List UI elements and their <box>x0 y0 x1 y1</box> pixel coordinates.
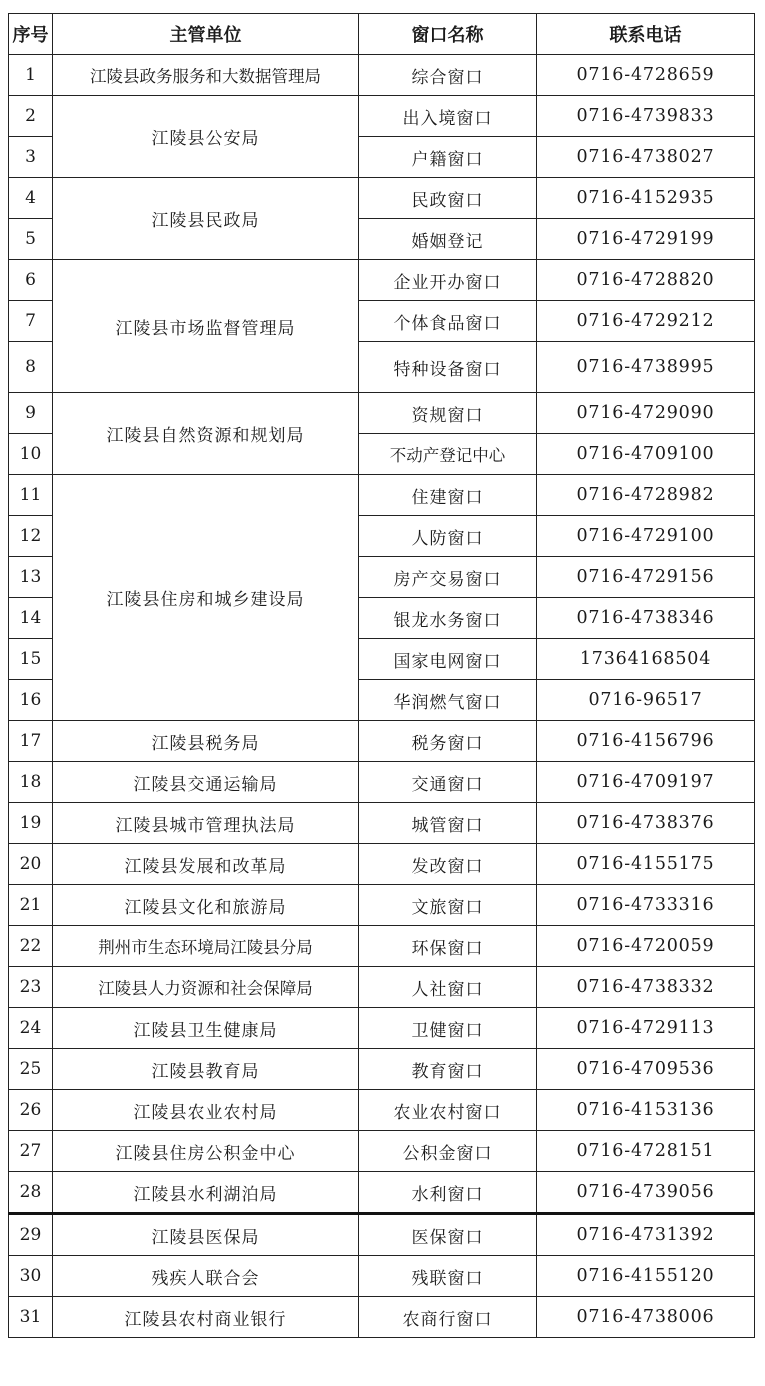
table-row <box>9 1090 755 1131</box>
row-index: 19 <box>9 803 53 844</box>
row-window: 个体食品窗口 <box>359 301 537 342</box>
table-row <box>9 1049 755 1090</box>
row-index: 12 <box>9 516 53 557</box>
row-phone: 0716-4709197 <box>537 762 755 803</box>
row-window: 水利窗口 <box>359 1172 537 1214</box>
row-phone: 0716-4152935 <box>537 178 755 219</box>
row-unit: 江陵县卫生健康局 <box>53 1008 359 1049</box>
row-phone: 0716-4739833 <box>537 96 755 137</box>
row-unit: 江陵县水利湖泊局 <box>53 1172 359 1214</box>
row-unit: 江陵县农业农村局 <box>53 1090 359 1131</box>
row-phone: 17364168504 <box>537 639 755 680</box>
row-phone: 0716-4155175 <box>537 844 755 885</box>
row-window: 住建窗口 <box>359 475 537 516</box>
table-row <box>9 393 755 434</box>
row-window: 税务窗口 <box>359 721 537 762</box>
row-phone: 0716-4738027 <box>537 137 755 178</box>
row-window: 华润燃气窗口 <box>359 680 537 721</box>
row-window: 企业开办窗口 <box>359 260 537 301</box>
row-index: 18 <box>9 762 53 803</box>
table-row <box>9 475 755 516</box>
row-index: 10 <box>9 434 53 475</box>
row-window: 公积金窗口 <box>359 1131 537 1172</box>
row-window: 卫健窗口 <box>359 1008 537 1049</box>
row-unit: 江陵县自然资源和规划局 <box>53 393 359 475</box>
header-index: 序号 <box>9 14 53 55</box>
row-unit: 江陵县住房和城乡建设局 <box>53 475 359 721</box>
row-index: 14 <box>9 598 53 639</box>
row-phone: 0716-4153136 <box>537 1090 755 1131</box>
row-unit: 荆州市生态环境局江陵县分局 <box>53 926 359 967</box>
row-window: 户籍窗口 <box>359 137 537 178</box>
row-window: 医保窗口 <box>359 1214 537 1256</box>
row-window: 发改窗口 <box>359 844 537 885</box>
table-row <box>9 844 755 885</box>
row-phone: 0716-4733316 <box>537 885 755 926</box>
row-index: 8 <box>9 342 53 393</box>
row-window: 人防窗口 <box>359 516 537 557</box>
row-index: 2 <box>9 96 53 137</box>
table-row <box>9 1256 755 1297</box>
row-index: 20 <box>9 844 53 885</box>
row-window: 特种设备窗口 <box>359 342 537 393</box>
row-unit: 江陵县市场监督管理局 <box>53 260 359 393</box>
row-window: 人社窗口 <box>359 967 537 1008</box>
row-window: 银龙水务窗口 <box>359 598 537 639</box>
row-index: 22 <box>9 926 53 967</box>
row-index: 5 <box>9 219 53 260</box>
table-row <box>9 721 755 762</box>
row-phone: 0716-4709536 <box>537 1049 755 1090</box>
row-index: 23 <box>9 967 53 1008</box>
row-window: 环保窗口 <box>359 926 537 967</box>
header-phone: 联系电话 <box>537 14 755 55</box>
row-phone: 0716-4728659 <box>537 55 755 96</box>
row-phone: 0716-4729156 <box>537 557 755 598</box>
row-unit: 残疾人联合会 <box>53 1256 359 1297</box>
row-unit: 江陵县民政局 <box>53 178 359 260</box>
row-index: 6 <box>9 260 53 301</box>
row-index: 29 <box>9 1214 53 1256</box>
row-window: 残联窗口 <box>359 1256 537 1297</box>
table-row <box>9 762 755 803</box>
header-window: 窗口名称 <box>359 14 537 55</box>
table-row <box>9 967 755 1008</box>
row-window: 婚姻登记 <box>359 219 537 260</box>
row-index: 26 <box>9 1090 53 1131</box>
row-phone: 0716-4729199 <box>537 219 755 260</box>
row-phone: 0716-4720059 <box>537 926 755 967</box>
row-phone: 0716-4729090 <box>537 393 755 434</box>
row-phone: 0716-4738995 <box>537 342 755 393</box>
row-index: 28 <box>9 1172 53 1214</box>
contact-table-container <box>8 13 755 1338</box>
header-row <box>9 14 755 55</box>
row-index: 17 <box>9 721 53 762</box>
table-row <box>9 885 755 926</box>
row-phone: 0716-4738346 <box>537 598 755 639</box>
row-unit: 江陵县政务服务和大数据管理局 <box>53 55 359 96</box>
table-row <box>9 926 755 967</box>
row-window: 国家电网窗口 <box>359 639 537 680</box>
row-index: 9 <box>9 393 53 434</box>
row-unit: 江陵县农村商业银行 <box>53 1297 359 1338</box>
row-unit: 江陵县公安局 <box>53 96 359 178</box>
row-unit: 江陵县交通运输局 <box>53 762 359 803</box>
table-row <box>9 803 755 844</box>
row-unit: 江陵县税务局 <box>53 721 359 762</box>
table-row <box>9 55 755 96</box>
row-phone: 0716-4739056 <box>537 1172 755 1214</box>
row-phone: 0716-4729212 <box>537 301 755 342</box>
row-phone: 0716-4155120 <box>537 1256 755 1297</box>
row-unit: 江陵县人力资源和社会保障局 <box>53 967 359 1008</box>
contact-table <box>8 13 755 1338</box>
row-unit: 江陵县住房公积金中心 <box>53 1131 359 1172</box>
row-index: 4 <box>9 178 53 219</box>
row-index: 25 <box>9 1049 53 1090</box>
row-phone: 0716-96517 <box>537 680 755 721</box>
row-window: 出入境窗口 <box>359 96 537 137</box>
row-window: 资规窗口 <box>359 393 537 434</box>
row-phone: 0716-4738006 <box>537 1297 755 1338</box>
row-unit: 江陵县文化和旅游局 <box>53 885 359 926</box>
row-phone: 0716-4728151 <box>537 1131 755 1172</box>
row-index: 11 <box>9 475 53 516</box>
row-phone: 0716-4729113 <box>537 1008 755 1049</box>
row-window: 房产交易窗口 <box>359 557 537 598</box>
row-phone: 0716-4156796 <box>537 721 755 762</box>
row-phone: 0716-4728982 <box>537 475 755 516</box>
row-window: 文旅窗口 <box>359 885 537 926</box>
row-index: 31 <box>9 1297 53 1338</box>
row-window: 教育窗口 <box>359 1049 537 1090</box>
table-row <box>9 1008 755 1049</box>
table-row <box>9 260 755 301</box>
row-index: 21 <box>9 885 53 926</box>
row-phone: 0716-4709100 <box>537 434 755 475</box>
header-unit: 主管单位 <box>53 14 359 55</box>
row-unit: 江陵县教育局 <box>53 1049 359 1090</box>
row-window: 农商行窗口 <box>359 1297 537 1338</box>
row-window: 城管窗口 <box>359 803 537 844</box>
row-index: 27 <box>9 1131 53 1172</box>
row-phone: 0716-4731392 <box>537 1214 755 1256</box>
row-index: 30 <box>9 1256 53 1297</box>
row-window: 交通窗口 <box>359 762 537 803</box>
row-phone: 0716-4738376 <box>537 803 755 844</box>
row-unit: 江陵县发展和改革局 <box>53 844 359 885</box>
row-unit: 江陵县医保局 <box>53 1214 359 1256</box>
table-row <box>9 178 755 219</box>
table-row <box>9 1214 755 1256</box>
row-index: 15 <box>9 639 53 680</box>
row-phone: 0716-4738332 <box>537 967 755 1008</box>
row-window: 综合窗口 <box>359 55 537 96</box>
row-index: 13 <box>9 557 53 598</box>
row-window: 不动产登记中心 <box>359 434 537 475</box>
table-row <box>9 1297 755 1338</box>
row-index: 7 <box>9 301 53 342</box>
row-window: 民政窗口 <box>359 178 537 219</box>
row-index: 1 <box>9 55 53 96</box>
row-phone: 0716-4728820 <box>537 260 755 301</box>
row-phone: 0716-4729100 <box>537 516 755 557</box>
row-unit: 江陵县城市管理执法局 <box>53 803 359 844</box>
row-window: 农业农村窗口 <box>359 1090 537 1131</box>
row-index: 3 <box>9 137 53 178</box>
table-row <box>9 1131 755 1172</box>
row-index: 24 <box>9 1008 53 1049</box>
table-row <box>9 96 755 137</box>
row-index: 16 <box>9 680 53 721</box>
table-row <box>9 1172 755 1214</box>
